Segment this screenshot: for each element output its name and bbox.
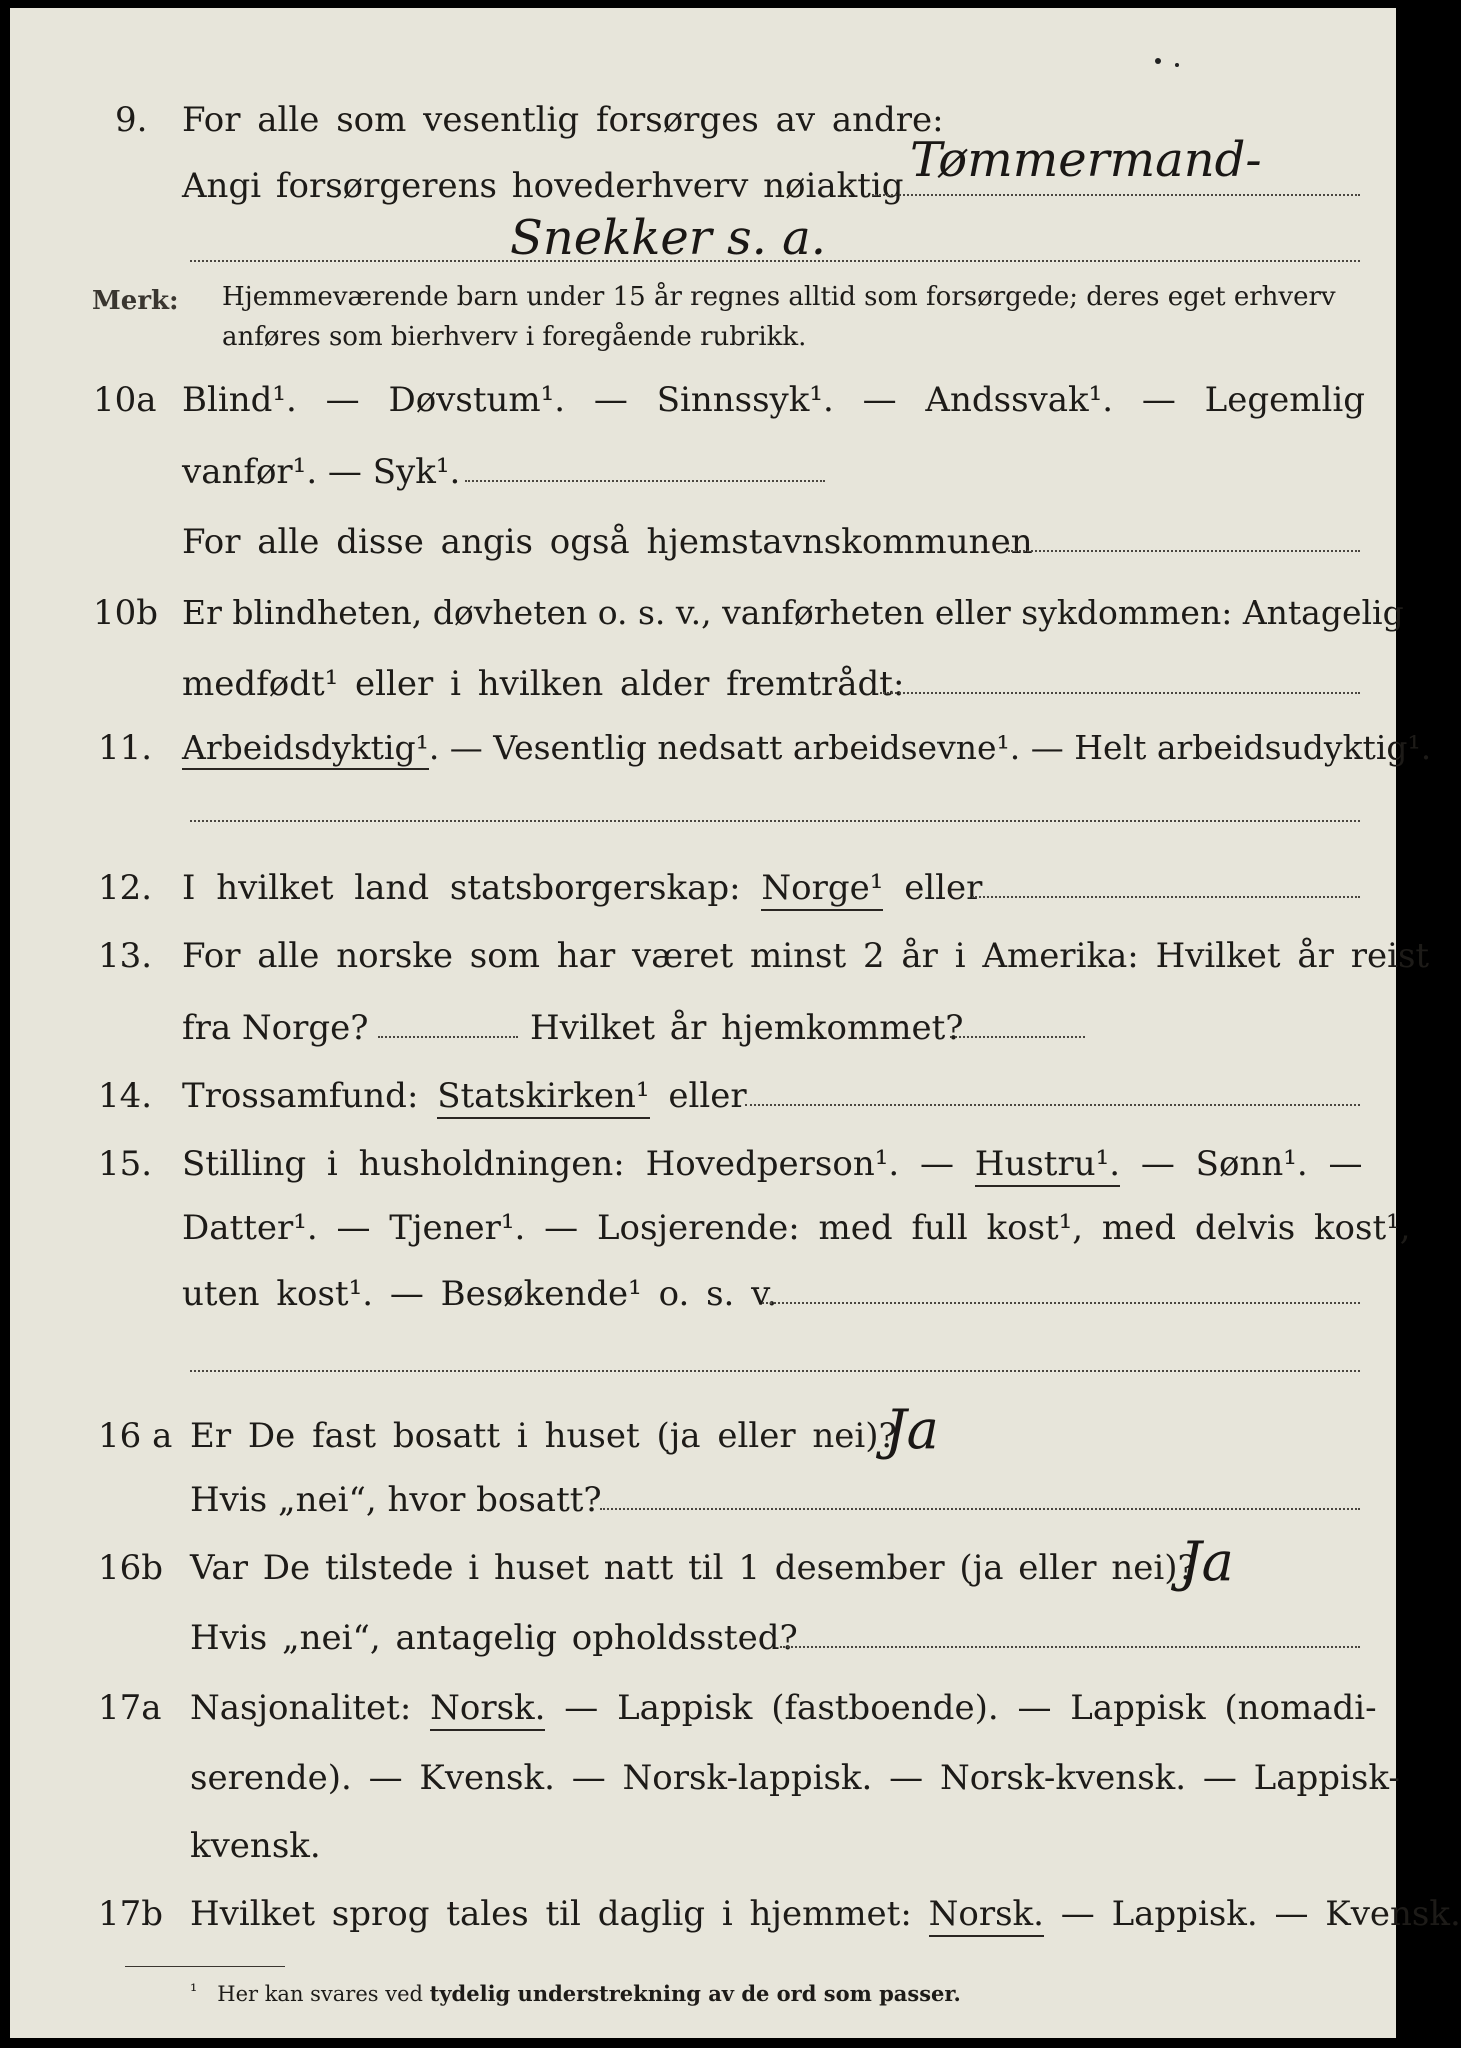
q15-fill-line-1 — [762, 1302, 1360, 1304]
q10a-fill-line-1 — [465, 480, 825, 482]
q15-line1-rest: — Sønn¹. — — [1140, 1144, 1363, 1184]
q16b-line1: Var De tilstede i huset natt til 1 desember (ja eller nei)? — [190, 1548, 1196, 1588]
q11-fill-line — [190, 820, 1360, 822]
q15-question: Stilling i husholdningen: Hovedperson¹. — — [182, 1144, 954, 1184]
q10b-fill-line — [880, 692, 1360, 694]
q15-number: 15. — [98, 1144, 153, 1184]
q13-fill-line-1 — [378, 1036, 518, 1038]
q14-line — [182, 1076, 747, 1116]
q9-handwritten-answer-a: Tømmermand- — [910, 132, 1262, 188]
q12-number: 12. — [98, 868, 153, 908]
q17a-option-norsk: Norsk. — [430, 1688, 545, 1731]
q16a-fill-line — [600, 1508, 1360, 1510]
q17a-question: Nasjonalitet: — [190, 1688, 412, 1728]
q10a-line1: Blind¹. — Døvstum¹. — Sinnssyk¹. — Andssvak¹. — Legemlig — [182, 380, 1365, 420]
q13-number: 13. — [98, 936, 153, 976]
q17b-number: 17b — [98, 1894, 164, 1934]
merk-line2: anføres som bierhverv i foregående rubrikk. — [222, 322, 807, 352]
q10b-line1: Er blindheten, døvheten o. s. v., vanførheten eller sykdommen: Antagelig — [182, 593, 1404, 632]
q13-line2b: Hvilket år hjemkommet? — [530, 1008, 964, 1048]
footnote-text: Her kan svares ved — [217, 1982, 423, 2006]
q12-question: I hvilket land statsborgerskap: — [182, 868, 741, 908]
ink-spot — [1155, 58, 1161, 64]
q17a-line1 — [190, 1688, 1377, 1728]
q16a-handwritten-answer: Ja — [885, 1398, 939, 1461]
q16b-handwritten-answer: Ja — [1180, 1530, 1234, 1593]
q14-number: 14. — [98, 1076, 153, 1116]
q10a-number: 10a — [93, 380, 157, 420]
footnote-bold-text: tydelig understrekning av de ord som passer. — [429, 1981, 961, 2006]
q10a-line2: vanfør¹. — Syk¹. — [182, 452, 461, 492]
q17b-option-norsk: Norsk. — [929, 1894, 1044, 1937]
q17b-question: Hvilket sprog tales til daglig i hjemmet: — [190, 1894, 912, 1934]
ink-spot — [1175, 63, 1179, 67]
q16b-number: 16b — [98, 1548, 164, 1588]
census-form-page — [10, 8, 1461, 2038]
q15-fill-line-2 — [190, 1370, 1360, 1372]
q15-line3: uten kost¹. — Besøkende¹ o. s. v. — [182, 1274, 778, 1314]
merk-label: Merk: — [92, 286, 179, 316]
q9-number: 9. — [115, 100, 148, 140]
q15-line2: Datter¹. — Tjener¹. — Losjerende: med full kost¹, med delvis kost¹, — [182, 1208, 1411, 1248]
footnote — [190, 1980, 961, 2008]
q17b-line — [190, 1894, 1461, 1934]
q13-fill-line-2 — [950, 1036, 1085, 1038]
q9-line2: Angi forsørgerens hovederhverv nøiaktig — [182, 166, 904, 206]
merk-line1: Hjemmeværende barn under 15 år regnes alltid som forsørgede; deres eget erhverv — [222, 282, 1336, 312]
q14-question: Trossamfund: — [182, 1076, 419, 1116]
q11-line — [182, 728, 1431, 768]
q11-rest: . — Vesentlig nedsatt arbeidsevne¹. — Helt arbeidsudyktig¹. — [428, 728, 1432, 767]
q17a-line2: serende). — Kvensk. — Norsk-lappisk. — Norsk-kvensk. — Lappisk- — [190, 1758, 1400, 1798]
q17a-line3: kvensk. — [190, 1826, 321, 1866]
q16b-line2: Hvis „nei“, antagelig opholdssted? — [190, 1618, 798, 1658]
q11-option-arbeidsdyktig: Arbeidsdyktig¹ — [182, 728, 429, 770]
q9-handwritten-answer-b: Snekker s. a. — [510, 210, 827, 266]
q14-eller: eller — [668, 1076, 747, 1116]
q10a-line3: For alle disse angis også hjemstavnskommunen — [182, 522, 1033, 562]
q9-fill-line — [872, 194, 1360, 196]
q12-option-norge: Norge¹ — [761, 868, 883, 911]
q17a-line1-rest: — Lappisk (fastboende). — Lappisk (nomadi- — [564, 1688, 1377, 1728]
q10b-line2: medfødt¹ eller i hvilken alder fremtrådt: — [182, 664, 905, 704]
q15-line1 — [182, 1144, 1362, 1184]
q16a-number: 16 a — [98, 1416, 173, 1456]
q12-fill-line — [972, 896, 1360, 898]
q14-option-statskirken: Statskirken¹ — [437, 1076, 649, 1119]
q12-line — [182, 868, 982, 908]
q16a-line1: Er De fast bosatt i huset (ja eller nei)? — [190, 1416, 897, 1456]
q17b-rest: — Lappisk. — Kvensk. — [1060, 1894, 1461, 1934]
q13-line2a: fra Norge? — [182, 1008, 369, 1048]
q11-number: 11. — [98, 728, 153, 768]
q10b-number: 10b — [93, 593, 159, 633]
q15-option-hustru: Hustru¹. — [975, 1144, 1120, 1187]
q16a-line2: Hvis „nei“, hvor bosatt? — [190, 1480, 602, 1520]
q10a-fill-line-2 — [1008, 550, 1360, 552]
q9-fill-line-2 — [190, 260, 1360, 262]
q14-fill-line — [745, 1104, 1360, 1106]
q12-eller: eller — [904, 868, 983, 908]
q9-line1: For alle som vesentlig forsørges av andre: — [182, 100, 944, 140]
footnote-mark: ¹ — [190, 1981, 198, 2002]
footnote-rule — [125, 1966, 285, 1967]
q16b-fill-line — [780, 1646, 1360, 1648]
q17a-number: 17a — [98, 1688, 162, 1728]
q13-line1: For alle norske som har været minst 2 år i Amerika: Hvilket år reist — [182, 936, 1430, 976]
